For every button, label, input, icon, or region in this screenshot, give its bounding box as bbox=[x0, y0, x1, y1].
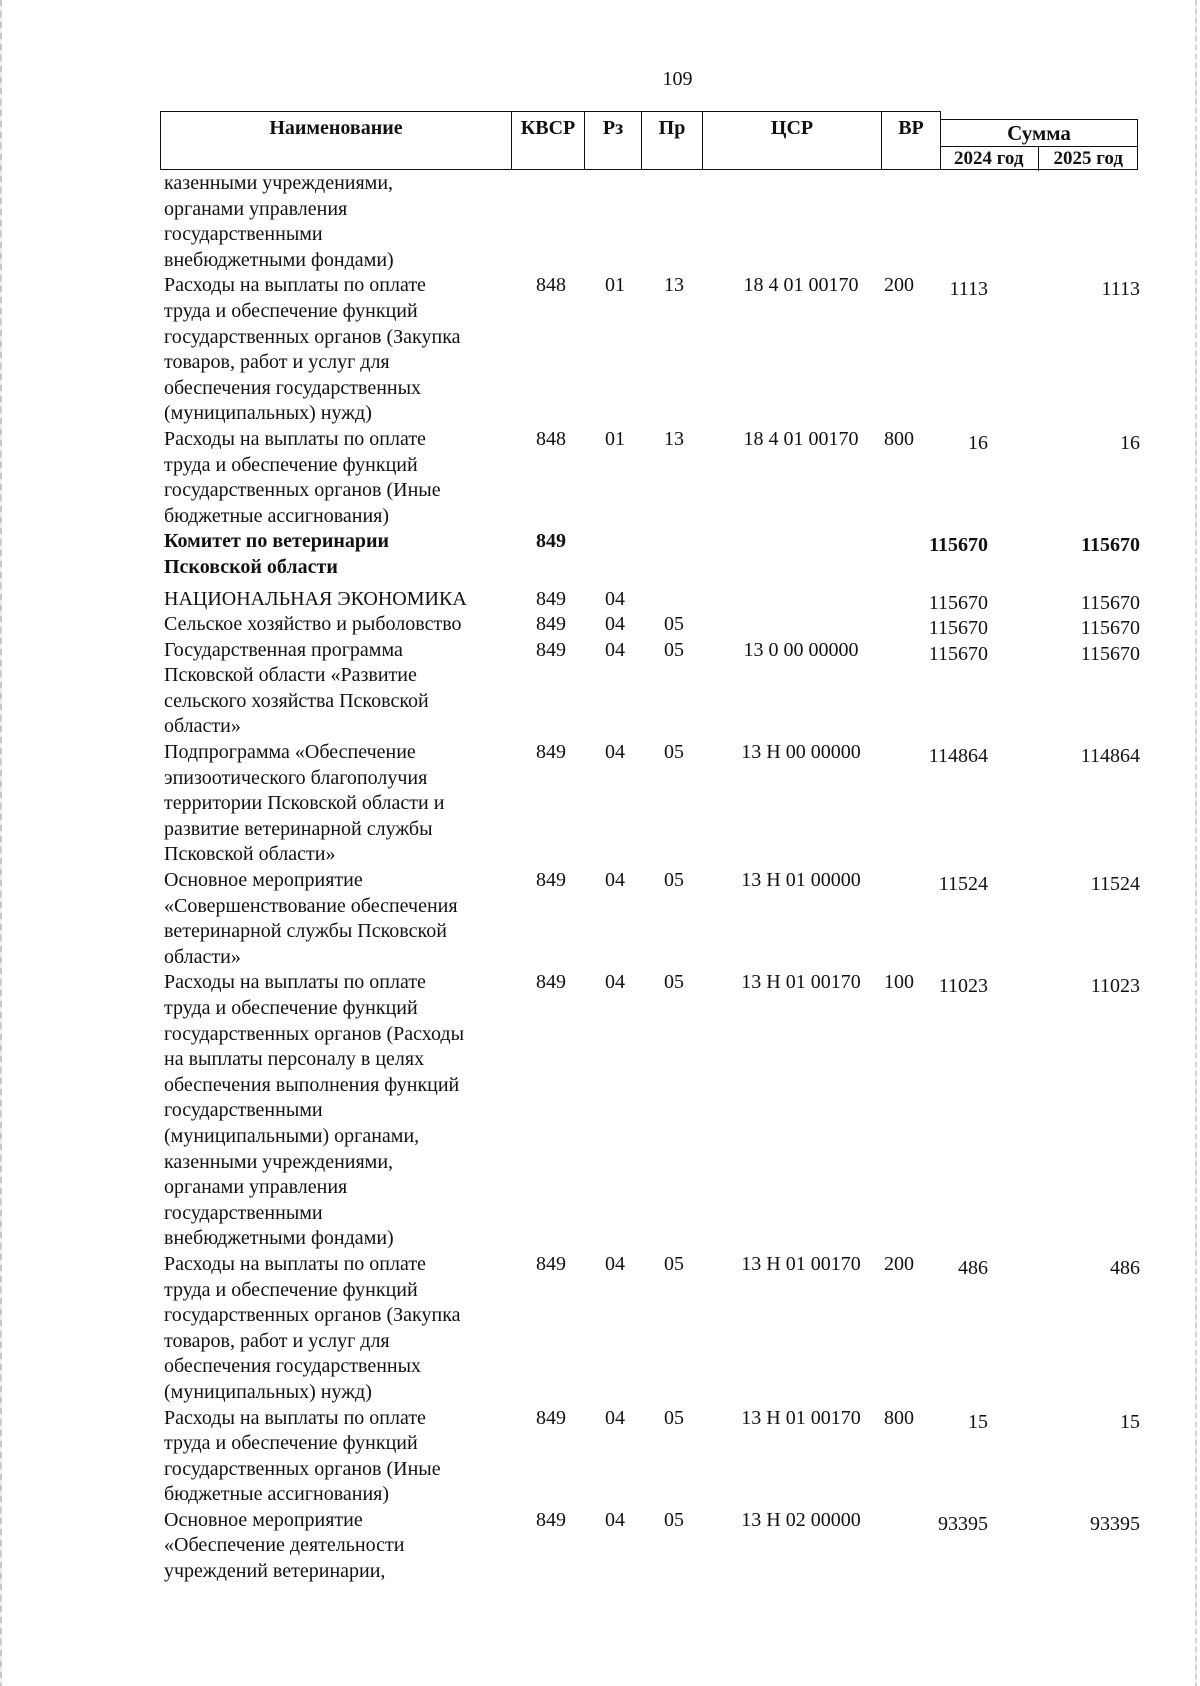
header-year-2024: 2024 год bbox=[954, 148, 1024, 169]
row-csr: 13 Н 01 00170 bbox=[741, 971, 861, 994]
row-csr: 13 Н 01 00000 bbox=[741, 869, 861, 892]
header-name: Наименование bbox=[160, 111, 512, 170]
row-pr: 05 bbox=[664, 613, 684, 636]
row-sum-2025: 115670 bbox=[1080, 591, 1140, 614]
row-sum-2025: 11023 bbox=[1090, 975, 1140, 998]
row-rz: 04 bbox=[605, 638, 625, 661]
row-pr: 05 bbox=[664, 741, 684, 764]
row-rz: 04 bbox=[605, 1508, 625, 1531]
row-sum-2024: 93395 bbox=[938, 1512, 988, 1535]
row-csr: 18 4 01 00170 bbox=[743, 427, 859, 450]
table-row bbox=[164, 1406, 1139, 1508]
row-pr: 05 bbox=[664, 869, 684, 892]
row-kvsr: 849 bbox=[536, 1252, 566, 1275]
row-rz: 04 bbox=[605, 1252, 625, 1275]
header-year-2025: 2025 год bbox=[1038, 147, 1138, 171]
row-kvsr: 849 bbox=[536, 530, 566, 553]
row-sum-2025: 486 bbox=[1110, 1256, 1140, 1279]
table-row bbox=[164, 1252, 1139, 1406]
row-pr: 13 bbox=[664, 427, 684, 450]
row-sum-2025: 115670 bbox=[1080, 642, 1140, 665]
row-sum-2025: 114864 bbox=[1080, 745, 1140, 768]
row-rz: 04 bbox=[605, 1406, 625, 1429]
row-rz: 04 bbox=[605, 971, 625, 994]
row-vr: 200 bbox=[884, 1252, 914, 1275]
header-sum bbox=[940, 119, 1138, 170]
row-sum-2024: 115670 bbox=[928, 617, 988, 640]
row-sum-2024: 486 bbox=[958, 1256, 988, 1279]
row-csr: 13 Н 00 00000 bbox=[741, 741, 861, 764]
row-sum-2024: 115670 bbox=[928, 642, 988, 665]
row-sum-2025: 11524 bbox=[1090, 873, 1140, 896]
row-rz: 04 bbox=[605, 613, 625, 636]
row-vr: 100 bbox=[884, 971, 914, 994]
table-row bbox=[164, 587, 1139, 613]
table-row bbox=[164, 638, 1139, 740]
row-csr: 18 4 01 00170 bbox=[743, 274, 859, 297]
row-rz: 01 bbox=[605, 427, 625, 450]
table-row bbox=[164, 427, 1139, 529]
row-kvsr: 849 bbox=[536, 1406, 566, 1429]
row-name: Расходы на выплаты по оплате труда и обеспечение функций государственных органов (Иные бюджетные ассигнования) bbox=[164, 1406, 441, 1506]
row-name: Расходы на выплаты по оплате труда и обеспечение функций государственных органов (Расходы на выплаты персоналу в целях обеспечения выполнения функций государственными (муниципальными) органами, казенными учреждениями, органами управления государственными внебюджетными фондами) bbox=[164, 971, 465, 1250]
header-years bbox=[940, 146, 1138, 171]
header-vr: ВР bbox=[881, 111, 941, 170]
row-pr: 13 bbox=[664, 274, 684, 297]
row-csr: 13 Н 02 00000 bbox=[741, 1508, 861, 1531]
row-csr: 13 Н 01 00170 bbox=[741, 1406, 861, 1429]
row-sum-2024: 11524 bbox=[938, 873, 988, 896]
row-sum-2025: 93395 bbox=[1090, 1512, 1140, 1535]
row-name: казенными учреждениями, органами управления государственными внебюджетными фондами) bbox=[164, 172, 394, 271]
row-kvsr: 848 bbox=[536, 427, 566, 450]
row-sum-2024: 16 bbox=[968, 431, 988, 454]
row-kvsr: 849 bbox=[536, 971, 566, 994]
row-kvsr: 849 bbox=[536, 741, 566, 764]
row-sum-2025: 115670 bbox=[1080, 617, 1140, 640]
row-sum-2024: 115670 bbox=[929, 534, 988, 557]
table-row bbox=[164, 740, 1139, 868]
row-name: Расходы на выплаты по оплате труда и обеспечение функций государственных органов (Иные бюджетные ассигнования) bbox=[164, 427, 441, 527]
row-kvsr: 849 bbox=[536, 587, 566, 610]
scan-edge-left bbox=[0, 0, 2, 1686]
row-sum-2024: 115670 bbox=[928, 591, 988, 614]
row-kvsr: 849 bbox=[536, 869, 566, 892]
row-sum-2024: 15 bbox=[968, 1410, 988, 1433]
table-row bbox=[164, 529, 1139, 580]
header-kvsr: КВСР bbox=[511, 111, 585, 170]
table-row bbox=[164, 171, 1139, 273]
row-sum-2024: 1113 bbox=[949, 278, 988, 301]
row-name: Комитет по ветеринарии Псковской области bbox=[164, 530, 390, 578]
row-rz: 04 bbox=[605, 869, 625, 892]
row-name: Расходы на выплаты по оплате труда и обеспечение функций государственных органов (Закупка товаров, работ и услуг для обеспечения государственных (муниципальных) нужд) bbox=[164, 1252, 461, 1403]
row-sum-2025: 1113 bbox=[1101, 278, 1140, 301]
table-row bbox=[164, 868, 1139, 970]
row-rz: 04 bbox=[605, 741, 625, 764]
table-header bbox=[160, 111, 1138, 170]
row-name: НАЦИОНАЛЬНАЯ ЭКОНОМИКА bbox=[164, 587, 467, 610]
row-csr: 13 0 00 00000 bbox=[743, 638, 859, 661]
row-pr: 05 bbox=[664, 1252, 684, 1275]
row-rz: 04 bbox=[605, 587, 625, 610]
row-sum-2025: 16 bbox=[1120, 431, 1140, 454]
table-body bbox=[164, 171, 1139, 1585]
header-sum-title: Сумма bbox=[1007, 121, 1071, 145]
row-vr: 800 bbox=[884, 1406, 914, 1429]
row-sum-2024: 114864 bbox=[928, 745, 988, 768]
row-name: Государственная программа Псковской области «Развитие сельского хозяйства Псковской области» bbox=[164, 638, 429, 738]
row-kvsr: 849 bbox=[536, 613, 566, 636]
row-kvsr: 849 bbox=[536, 638, 566, 661]
row-kvsr: 849 bbox=[536, 1508, 566, 1531]
row-name: Сельское хозяйство и рыболовство bbox=[164, 613, 462, 636]
row-sum-2025: 115670 bbox=[1081, 534, 1140, 557]
row-name: Основное мероприятие «Обеспечение деятельности учреждений ветеринарии, bbox=[164, 1508, 405, 1583]
row-vr: 200 bbox=[884, 274, 914, 297]
header-pr: Пр bbox=[641, 111, 703, 170]
scan-edge-right bbox=[1195, 0, 1197, 1686]
row-name: Подпрограмма «Обеспечение эпизоотического благополучия территории Псковской области и развитие ветеринарной службы Псковской области» bbox=[164, 741, 445, 866]
header-csr: ЦСР bbox=[702, 111, 882, 170]
table-row bbox=[164, 970, 1139, 1252]
table-row bbox=[164, 612, 1139, 638]
row-name: Расходы на выплаты по оплате труда и обеспечение функций государственных органов (Закупка товаров, работ и услуг для обеспечения государственных (муниципальных) нужд) bbox=[164, 274, 461, 425]
row-sum-2025: 15 bbox=[1120, 1410, 1140, 1433]
row-kvsr: 848 bbox=[536, 274, 566, 297]
table-row bbox=[164, 1508, 1139, 1585]
row-sum-2024: 11023 bbox=[938, 975, 988, 998]
row-pr: 05 bbox=[664, 1508, 684, 1531]
row-pr: 05 bbox=[664, 638, 684, 661]
row-pr: 05 bbox=[664, 971, 684, 994]
row-rz: 01 bbox=[605, 274, 625, 297]
row-csr: 13 Н 01 00170 bbox=[741, 1252, 861, 1275]
row-pr: 05 bbox=[664, 1406, 684, 1429]
header-rz: Рз bbox=[584, 111, 642, 170]
page-number: 109 bbox=[662, 68, 693, 90]
table-row bbox=[164, 273, 1139, 427]
row-vr: 800 bbox=[884, 427, 914, 450]
row-name: Основное мероприятие «Совершенствование обеспечения ветеринарной службы Псковской области» bbox=[164, 869, 458, 968]
